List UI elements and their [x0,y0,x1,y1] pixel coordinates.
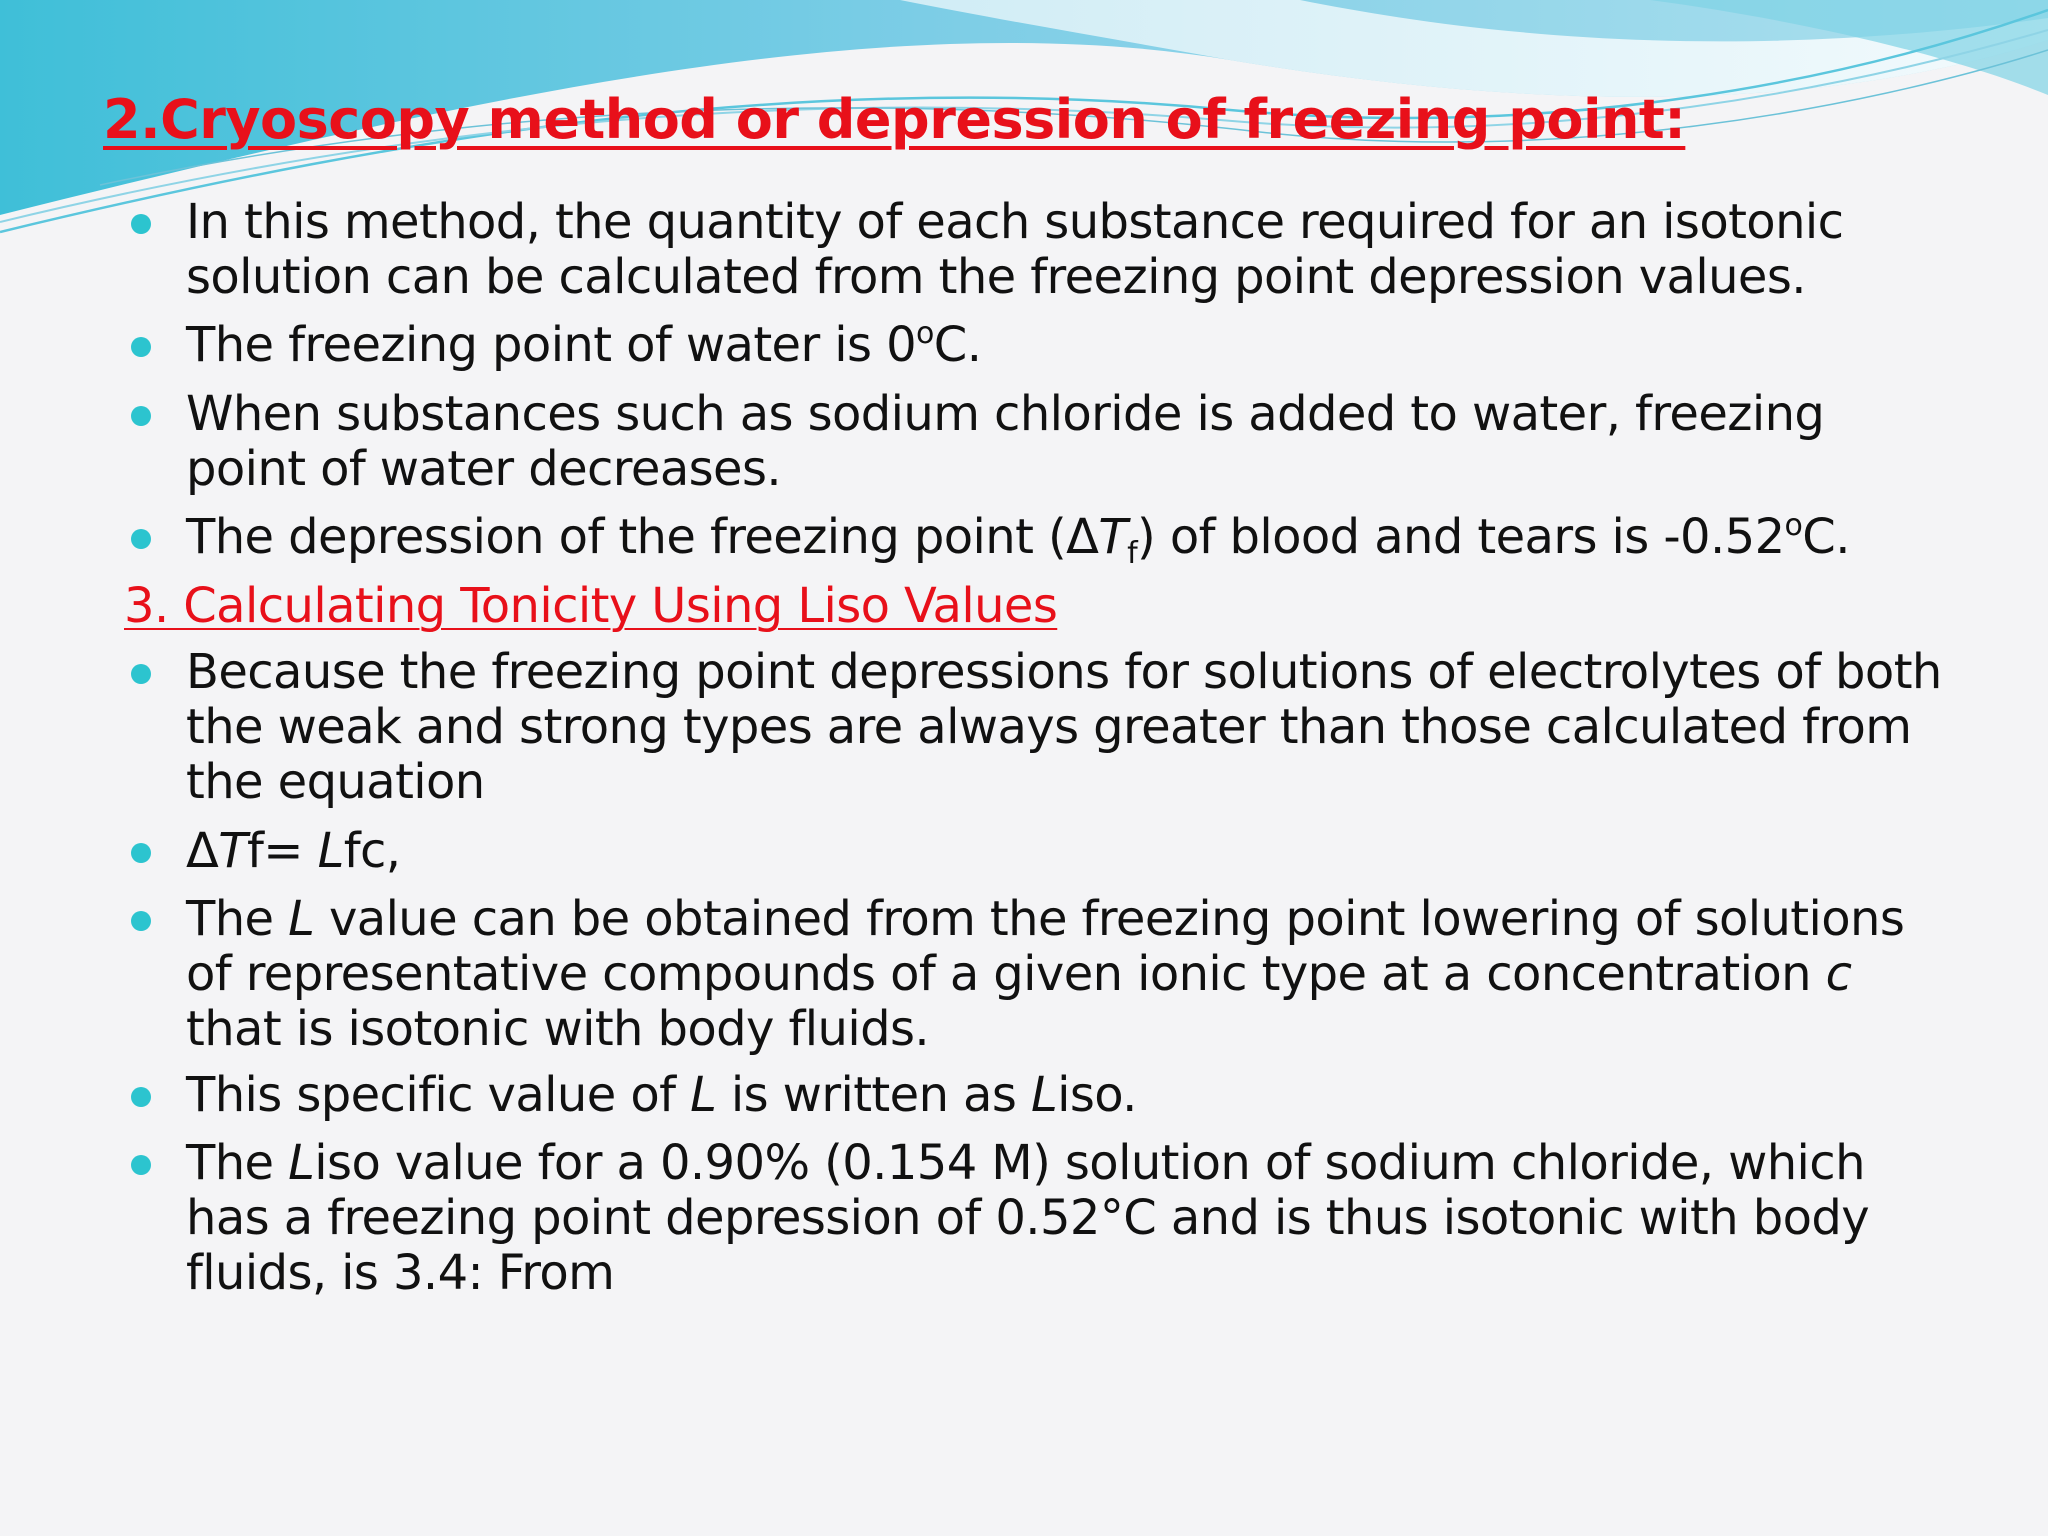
slide-title: 2.Cryoscopy method or depression of freezing point: [103,88,1686,151]
bullet-isotonic-method [186,195,1946,305]
bullet-text-cont: ) of blood and tears is -0.52 [1137,509,1785,565]
bullet-dot-icon [131,1155,151,1175]
bullet-text-cont: value can be obtained from the freezing point lowering of solutions of representative compounds of a given ionic type at a concentration [186,891,1905,1002]
bullet-text-cont: iso value for a 0.90% (0.154 M) solution of sodium chloride, which has a freezing point depression of 0.52°C and is thus isotonic with body fluids, is 3.4: From [186,1135,1870,1301]
bullet-text: In this method, the quantity of each substance required for an isotonic solution can be calculated from the freezing point depression values. [186,194,1844,305]
bullet-dot-icon [131,214,151,234]
bullet-text-cont: that is isotonic with body fluids. [186,1001,930,1057]
bullet-dot-icon [131,664,151,684]
bullet-text-cont: is written as [716,1067,1031,1123]
f-subscript: f [1127,536,1138,571]
bullet-liso-value [186,1136,1946,1301]
l-symbol: L [1030,1067,1058,1123]
equation-text: fc, [343,823,401,879]
bullet-dot-icon [131,337,151,357]
l-symbol: L [288,1135,315,1191]
bullet-text-cont: iso. [1057,1067,1137,1123]
bullet-depression-blood [186,508,1946,571]
unit-text: C. [1802,509,1850,565]
bullet-freezing-water [186,318,1946,373]
bullet-l-value [186,892,1946,1057]
equation-text: f= [246,823,318,879]
bullet-dot-icon [131,1087,151,1107]
bullet-dot-icon [131,406,151,426]
t-symbol: T [218,823,247,879]
bullet-text: The [186,891,289,947]
t-symbol: T [1098,509,1128,565]
bullet-electrolytes [186,645,1946,810]
l-symbol: L [690,1067,717,1123]
bullet-sodium-chloride [186,387,1946,497]
bullet-equation [186,824,1946,879]
l-symbol: L [288,891,315,947]
l-symbol: L [317,823,344,879]
bullet-dot-icon [131,843,151,863]
delta-symbol: Δ [186,823,219,879]
unit-text: C. [933,317,982,373]
bullet-text: The freezing point of water is 0 [186,317,917,373]
bullet-specific-value [186,1068,1946,1123]
bullet-dot-icon [131,529,151,549]
bullet-text: The [186,1135,289,1191]
bullet-text: Because the freezing point depressions for solutions of electrolytes of both the weak and strong types are always greater than those calculated from the equation [186,644,1942,810]
degree-superscript: o [1784,508,1803,543]
bullet-text: This specific value of [186,1067,691,1123]
subheading-liso: 3. Calculating Tonicity Using Liso Values [124,578,1058,634]
bullet-dot-icon [131,911,151,931]
c-symbol: c [1825,946,1852,1002]
bullet-text: The depression of the freezing point (Δ [186,509,1099,565]
bullet-text: When substances such as sodium chloride is added to water, freezing point of water decreases. [186,386,1825,497]
degree-superscript: o [916,316,934,351]
